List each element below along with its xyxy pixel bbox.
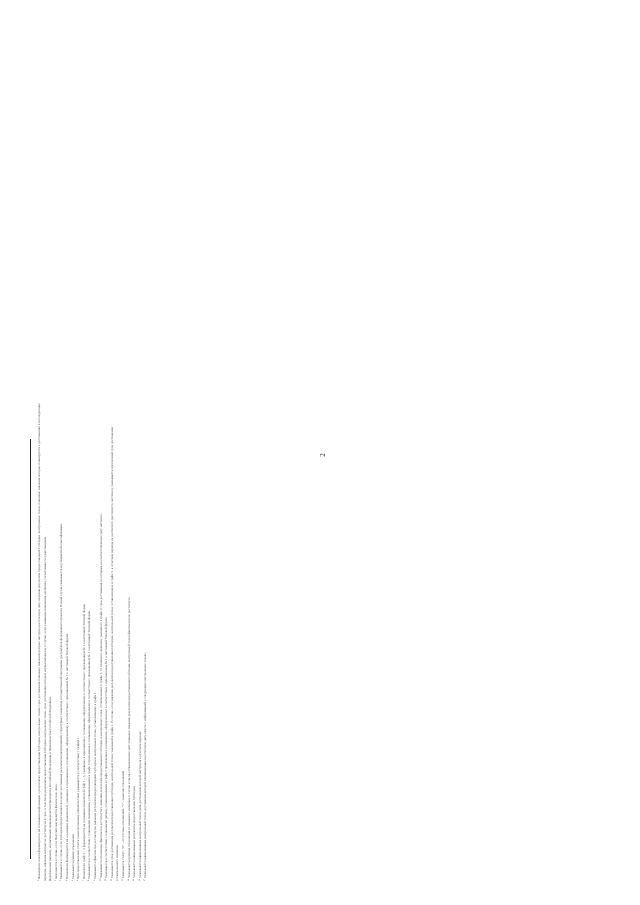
footnote-line: ⁵ Указывается размер отклонения. xyxy=(70,833,75,881)
footnote-line: ¹⁶ Указывается наименование контрольной точки, дата достижения которой наступила в отчетном периоде. xyxy=(137,730,142,881)
footnote-line: ¹⁰ Указывается отклонение фактически достигнутого значения результата предоставления Субсидии и контрольных точек, установленных в графе 1, от планового значения, указанного в графе 6, срок достижения по которым на соответствующую дату наступил. xyxy=(98,513,103,881)
footnote-line: ¹⁵ Указывается наименование результата предоставления Субсидии. xyxy=(132,785,137,881)
footnote-line: ¹ Показатели отчета формируются на основании информации о результатах предоставления Субсидии, контрольных точках, срок достижения плановых значений которых наступил на отчетную дату, включая результаты предоставления Субсидии, контрольные точки, плановые значения которых планируется к достижению в последующие xyxy=(37,403,41,881)
rotated-footnotes-block xyxy=(30,31,180,881)
footnote-line: федеральным законом, нормативным правовым актом Президента Российской Федерации и Правительства Российской Федерации. xyxy=(48,696,53,881)
footnotes-list xyxy=(37,31,149,881)
footnote-line: периоды, значения которых не достигнуты в срок, в том числе результаты предоставления Субсидии, контрольных точек, срок достижения которых корректировался, в случае, если указанные изменения одобрены, согласованы государственным xyxy=(42,537,47,881)
footnote-line: ¹³ Указывается статус: "0" – отсутствие отклонений, "1" – наличие отклонений. xyxy=(120,769,125,881)
footnote-line: ¹¹ Указывается в соответствии с плановыми датами, установленными в графе 7 приложения к соглашению, оформленному в соответствии с приложением № 1 к настоящей Типовой форме. xyxy=(104,616,109,881)
footnote-line: ⁸ Указываются в соответствии с плановыми значениями, установленными в графе 6 приложения к соглашению, оформленному в соответствии с приложением № 1 к настоящей Типовой форме. xyxy=(87,610,92,881)
footnote-line: ⁶ При предоставлении отчета о неисполненных обязательствах указывается в соответствии с графой 1. xyxy=(76,736,81,881)
footnote-line: установленного значения. xyxy=(115,844,120,881)
footnote-line: ¹⁷ Указывается наименование контрольной точки, достижение которой запланировано на отчетную дату, вместе с информацией о следующих контрольных точках. xyxy=(143,652,148,881)
footnote-line: ² Заполняется в случае, если Получателем является физическое лицо. xyxy=(53,783,58,881)
footnote-line: ⁷ Показатели граф 1 – 5 формируются на основании показателей граф 1 – 5, указанных в приложении к соглашению, оформленному в соответствии с приложением № 1 к настоящей Типовой форме. xyxy=(81,603,86,881)
footnote-line: ¹² Указывается срок достижения результата предоставления Субсидии, контрольной точки, указанной в графе 1. В случае, если значение результата предоставления Субсидии, контрольной точки, установленное в графе 6, в отчетном периоде не достигнуто (достигнуто частично), указывается прогнозный срок достижения xyxy=(109,427,114,881)
page-number: 2 xyxy=(319,453,327,457)
footnote-line: ⁴ Показатели формируются на основании показателей, указанных в приложении к соглашению, оформленному в соответствии с приложением № 1 к настоящей Типовой форме. xyxy=(64,632,69,881)
footnote-line: ⁹ Указывается фактически достигнутое значение результата предоставления Субсидии и контрольных точек, установленных в графе 1. xyxy=(92,691,97,881)
footnote-line: ¹⁴ Указывается причина отклонения от планового значения, в случае если на установленную дату плановое значение результата предоставления Субсидии, контрольной точки фактически не достигнуто. xyxy=(126,596,131,881)
footnote-separator-rule xyxy=(30,439,31,859)
footnote-line: ³ Указывается в случае, если Субсидия предоставляется в целях достижения результатов (мероприятий) структурных элементов государственной программы (результатов федерального проекта). В иной случае указывается код бюджетной классификации. xyxy=(59,523,64,881)
